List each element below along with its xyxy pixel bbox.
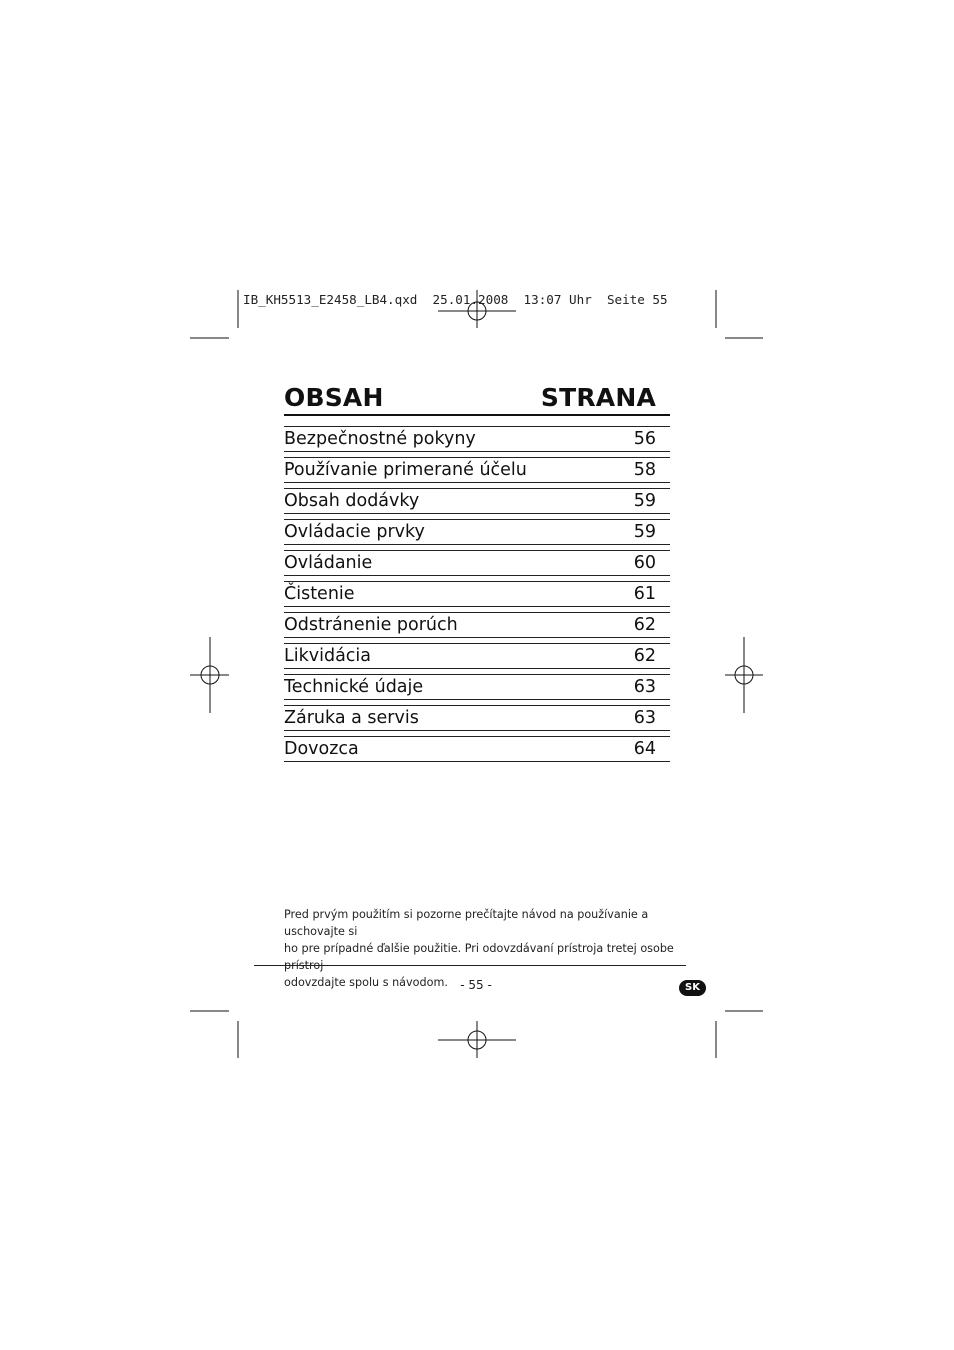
toc-heading-contents: OBSAH [284, 383, 384, 412]
toc-entry[interactable] [284, 705, 670, 731]
usage-note-line: ho pre prípadné ďalšie použitie. Pri odovzdávaní prístroja tretej osobe prístroj [284, 942, 674, 972]
toc-entry[interactable] [284, 488, 670, 514]
usage-note-line: odovzdajte spolu s návodom. [284, 976, 448, 989]
toc-entry-page: 62 [633, 615, 656, 635]
toc-entry-page: 63 [633, 708, 656, 728]
table-of-contents [284, 382, 670, 767]
toc-entry-page: 64 [633, 739, 656, 759]
toc-entry[interactable] [284, 736, 670, 762]
toc-entry-title: Ovládacie prvky [284, 522, 425, 542]
registration-mark-left [190, 637, 229, 713]
toc-entry-title: Likvidácia [284, 646, 372, 666]
toc-entry-page: 63 [633, 677, 656, 697]
toc-entry[interactable] [284, 519, 670, 545]
toc-entry[interactable] [284, 457, 670, 483]
toc-entry-page: 59 [633, 522, 656, 542]
toc-entry-page: 62 [633, 646, 656, 666]
toc-entry-title: Ovládanie [284, 553, 373, 573]
registration-mark-right [725, 637, 763, 713]
registration-mark-bottom [438, 1021, 516, 1058]
toc-entry[interactable] [284, 581, 670, 607]
toc-entry[interactable] [284, 674, 670, 700]
page-number: - 55 - [460, 978, 492, 992]
toc-entry[interactable] [284, 550, 670, 576]
toc-entry-title: Záruka a servis [284, 708, 419, 728]
toc-entry-title: Odstránenie porúch [284, 615, 458, 635]
toc-entry-title: Technické údaje [284, 677, 424, 697]
toc-header [284, 382, 670, 416]
toc-entry[interactable] [284, 426, 670, 452]
usage-note-line: Pred prvým použitím si pozorne prečítajte návod na používanie a uschovajte si [284, 908, 649, 938]
footer-divider [254, 965, 686, 966]
toc-entry-title: Používanie primerané účelu [284, 460, 527, 480]
toc-entry-page: 58 [633, 460, 656, 480]
toc-entry-title: Čistenie [284, 584, 355, 604]
toc-entry[interactable] [284, 612, 670, 638]
toc-heading-page: STRANA [540, 383, 656, 412]
toc-entry-title: Obsah dodávky [284, 491, 420, 511]
toc-entry-title: Dovozca [284, 739, 359, 759]
toc-entry-page: 60 [633, 553, 656, 573]
toc-entry-title: Bezpečnostné pokyny [284, 429, 476, 449]
toc-entry-page: 61 [633, 584, 656, 604]
print-slug-line: IB_KH5513_E2458_LB4.qxd 25.01.2008 13:07 Uhr Seite 55 [243, 292, 668, 307]
toc-entry[interactable] [284, 643, 670, 669]
toc-entry-list [284, 426, 670, 762]
toc-entry-page: 59 [633, 491, 656, 511]
toc-entry-page: 56 [633, 429, 656, 449]
language-badge: SK [679, 980, 706, 996]
